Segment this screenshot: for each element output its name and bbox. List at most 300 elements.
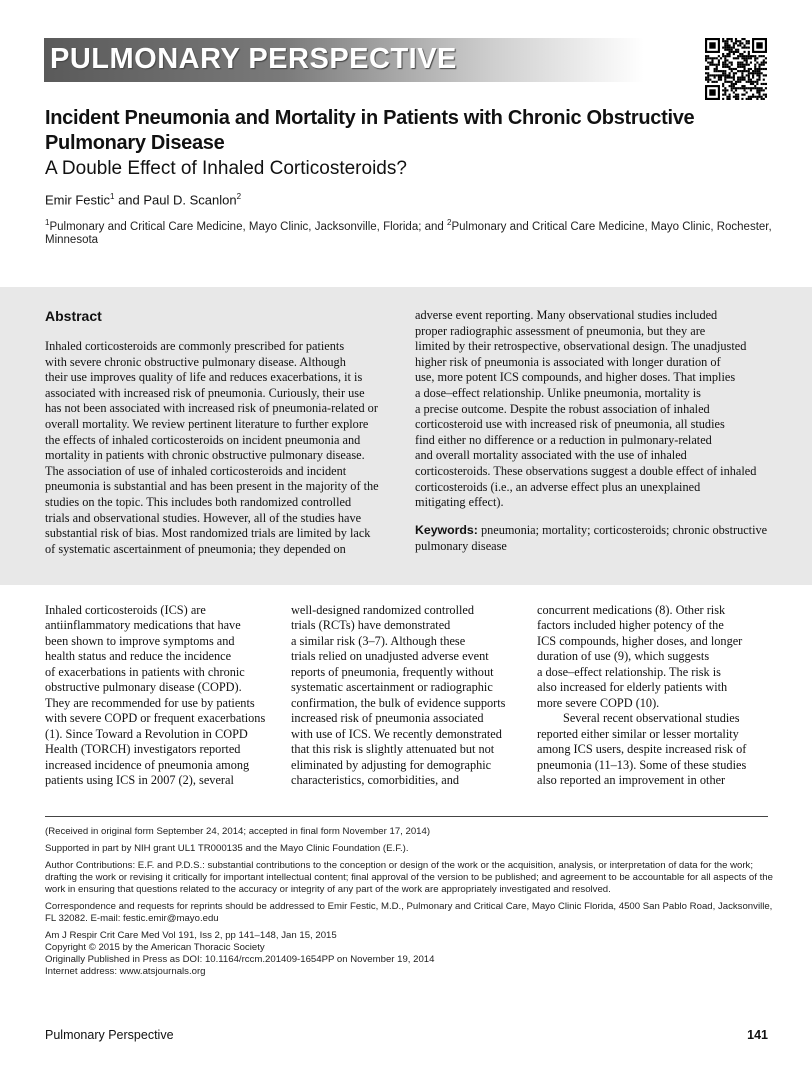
text-line: their use improves quality of life and reduces exacerbations, it is [45, 370, 363, 385]
text-line: pneumonia is substantial and has been present in the majority of the [45, 479, 379, 494]
qr-module [735, 98, 737, 100]
text-line: reports of pneumonia, frequently without [291, 664, 494, 679]
qr-module [739, 40, 741, 42]
qr-module [763, 94, 765, 96]
qr-module [735, 83, 737, 85]
qr-module [741, 57, 743, 59]
qr-module [726, 40, 728, 42]
qr-module [758, 96, 760, 98]
qr-module [709, 64, 711, 66]
qr-module [763, 83, 765, 85]
text-line: trials relied on unadjusted adverse event [291, 649, 489, 664]
qr-module [731, 38, 733, 40]
text-line: obstructive pulmonary disease (COPD). [45, 680, 242, 695]
qr-module [705, 66, 707, 68]
qr-module [761, 62, 763, 64]
qr-module [733, 53, 735, 55]
qr-module [743, 51, 745, 53]
qr-module [735, 72, 737, 74]
qr-module [756, 72, 758, 74]
qr-module [737, 96, 739, 98]
qr-module [752, 81, 754, 83]
qr-module [729, 62, 731, 64]
qr-module [741, 87, 743, 89]
qr-module [746, 81, 748, 83]
qr-module [748, 40, 750, 42]
qr-module [746, 55, 748, 57]
qr-module [733, 74, 735, 76]
text-line: adverse event reporting. Many observational studies included [415, 308, 718, 322]
qr-module [746, 47, 748, 49]
text-line: with severe COPD or frequent exacerbations [45, 711, 266, 726]
qr-module [743, 59, 745, 61]
text-line: increased risk of pneumonia associated [291, 711, 484, 726]
text-line: They are recommended for use by patients [45, 695, 255, 710]
text-line: of systematic ascertainment of pneumonia; they depended on [45, 541, 346, 556]
qr-module [756, 89, 758, 91]
qr-module [735, 38, 737, 40]
qr-module [716, 57, 718, 59]
qr-module [752, 55, 754, 57]
qr-module [720, 74, 722, 76]
qr-module [765, 94, 767, 96]
text-line: among ICS users, despite increased risk of [537, 742, 747, 757]
qr-module [754, 59, 756, 61]
article-subtitle: A Double Effect of Inhaled Corticosteroids? [45, 158, 407, 179]
text-line: with severe chronic obstructive pulmonary disease. Although [45, 354, 346, 369]
text-line: limited by their retrospective, observational design. The unadjusted [415, 339, 747, 354]
qr-module [726, 74, 728, 76]
body-column-3 [537, 603, 746, 788]
qr-module [737, 81, 739, 83]
qr-module [722, 83, 724, 85]
qr-module [722, 38, 724, 40]
qr-module [761, 83, 763, 85]
qr-module [746, 64, 748, 66]
qr-module [739, 64, 741, 66]
qr-module [754, 68, 756, 70]
qr-module [726, 44, 728, 46]
text-line: mortality in patients with chronic obstructive pulmonary disease. [45, 448, 365, 463]
qr-module [716, 66, 718, 68]
qr-module [746, 57, 748, 59]
doi: Originally Published in Press as DOI: 10.1164/rccm.201409-1654PP on November 19, 2014 [45, 954, 435, 965]
affiliation-marker: 2 [447, 218, 452, 227]
footer-section: Pulmonary Perspective [45, 1028, 174, 1042]
text-line: studies on the topic. This includes both randomized controlled [45, 494, 352, 509]
qr-module [761, 87, 763, 89]
qr-module [722, 55, 724, 57]
qr-module [752, 87, 754, 89]
qr-module [724, 70, 726, 72]
qr-module [748, 70, 750, 72]
qr-module [737, 87, 739, 89]
qr-module [707, 68, 709, 70]
qr-module [758, 68, 760, 70]
qr-module [765, 62, 767, 64]
qr-module [733, 57, 735, 59]
qr-module [737, 64, 739, 66]
qr-module [748, 98, 750, 100]
qr-module [729, 81, 731, 83]
text-line: a precise outcome. Despite the robust association of inhaled [415, 401, 710, 416]
qr-module [707, 72, 709, 74]
qr-module [711, 74, 713, 76]
qr-module [761, 72, 763, 74]
qr-module [746, 40, 748, 42]
qr-module [741, 62, 743, 64]
qr-module [737, 57, 739, 59]
qr-module [733, 76, 735, 78]
qr-module [741, 66, 743, 68]
qr-module [726, 42, 728, 44]
text-line: trials (RCTs) have demonstrated [291, 618, 451, 633]
qr-module [729, 51, 731, 53]
qr-module [733, 51, 735, 53]
qr-module [756, 74, 758, 76]
author-list [45, 192, 241, 207]
qr-module [741, 98, 743, 100]
text-line: well-designed randomized controlled [291, 603, 475, 617]
qr-module [729, 49, 731, 51]
qr-module [722, 89, 724, 91]
qr-module [705, 76, 707, 78]
qr-module [741, 94, 743, 96]
qr-module [707, 55, 709, 57]
qr-module [737, 76, 739, 78]
qr-module [750, 96, 752, 98]
qr-module [737, 66, 739, 68]
body-column-2 [291, 603, 505, 788]
qr-module [724, 72, 726, 74]
qr-module [718, 64, 720, 66]
qr-module [722, 62, 724, 64]
qr-module [750, 89, 752, 91]
qr-module [731, 64, 733, 66]
footnotes [45, 826, 773, 978]
qr-module [748, 64, 750, 66]
qr-module [709, 57, 711, 59]
text-line: been shown to improve symptoms and [45, 633, 235, 648]
qr-module [763, 62, 765, 64]
text-line: has not been associated with increased risk of pneumonia-related or [45, 401, 378, 416]
qr-module [724, 66, 726, 68]
text-line: that this risk is slightly attenuated but not [291, 742, 495, 757]
qr-module [739, 55, 741, 57]
text-line: increased incidence of pneumonia among [45, 757, 250, 772]
qr-module [746, 62, 748, 64]
qr-module [729, 47, 731, 49]
qr-module [724, 87, 726, 89]
qr-module [724, 62, 726, 64]
qr-module [739, 42, 741, 44]
text-line: reported either similar or lesser mortality [537, 726, 739, 741]
text-line: of exacerbations in patients with chronic [45, 664, 245, 679]
qr-module [726, 55, 728, 57]
qr-module [729, 53, 731, 55]
qr-module [743, 38, 745, 40]
qr-module [746, 59, 748, 61]
qr-module [756, 81, 758, 83]
qr-module [750, 79, 752, 81]
qr-module [748, 53, 750, 55]
qr-module [722, 94, 724, 96]
qr-module [739, 62, 741, 64]
text-line: pneumonia (11–13). Some of these studies [537, 757, 747, 772]
qr-module [761, 96, 763, 98]
text-line: also reported an improvement in other [537, 772, 726, 787]
qr-module [733, 72, 735, 74]
qr-module [750, 57, 752, 59]
qr-module [752, 96, 754, 98]
qr-module [737, 62, 739, 64]
qr-module [724, 94, 726, 96]
qr-module [752, 76, 754, 78]
text-line: systematic ascertainment or radiographic [291, 680, 493, 695]
qr-module [724, 49, 726, 51]
qr-module [705, 68, 707, 70]
qr-module [746, 70, 748, 72]
qr-module [741, 85, 743, 87]
qr-module [758, 94, 760, 96]
qr-module [754, 96, 756, 98]
qr-module [758, 70, 760, 72]
qr-module [741, 38, 743, 40]
qr-module [741, 64, 743, 66]
qr-module [743, 44, 745, 46]
qr-module [763, 64, 765, 66]
affiliation-marker: 1 [110, 192, 115, 201]
qr-module [718, 76, 720, 78]
qr-module [748, 68, 750, 70]
qr-module [729, 38, 731, 40]
qr-module [735, 87, 737, 89]
qr-module [724, 47, 726, 49]
affiliation-marker: 2 [236, 192, 242, 201]
qr-module [752, 74, 754, 76]
qr-module [739, 79, 741, 81]
qr-module [754, 64, 756, 66]
qr-module [737, 94, 739, 96]
qr-module [731, 70, 733, 72]
text-line: also increased for elderly patients with [537, 680, 728, 695]
qr-module [748, 74, 750, 76]
qr-module [741, 42, 743, 44]
qr-module [748, 51, 750, 53]
qr-module [754, 57, 756, 59]
text-line: characteristics, comorbidities, and [291, 772, 459, 787]
qr-module [741, 55, 743, 57]
qr-module [743, 79, 745, 81]
qr-module [718, 70, 720, 72]
qr-module [705, 79, 707, 81]
qr-module [726, 53, 728, 55]
qr-module [750, 87, 752, 89]
qr-module [743, 66, 745, 68]
qr-module [733, 91, 735, 93]
qr-module [737, 70, 739, 72]
qr-module [733, 44, 735, 46]
qr-module [731, 76, 733, 78]
qr-module [711, 62, 713, 64]
qr-module [743, 64, 745, 66]
qr-module [739, 87, 741, 89]
qr-module [756, 83, 758, 85]
text-line: corticosteroids (i.e., an adverse effect plus an unexplained [415, 479, 701, 494]
qr-module [754, 85, 756, 87]
qr-module [735, 81, 737, 83]
qr-module [756, 42, 762, 48]
qr-module [731, 81, 733, 83]
text-line: Health (TORCH) investigators reported [45, 742, 241, 757]
qr-module [763, 55, 765, 57]
qr-module [743, 47, 745, 49]
qr-module [705, 59, 707, 61]
qr-module [724, 89, 726, 91]
qr-module [746, 42, 748, 44]
qr-module [720, 70, 722, 72]
correspondence: Correspondence and requests for reprints should be addressed to Emir Festic, M.D., Pulmonary and Critical Care, Mayo Clinic Florida, 4500 San Pablo Road, Jacksonville, FL 32082. E-mail: festic.emir@mayo.edu [45, 901, 773, 924]
text-line: a dose–effect relationship. Unlike pneumonia, mortality is [415, 385, 701, 400]
qr-module [707, 62, 709, 64]
qr-module [735, 96, 737, 98]
qr-module [737, 79, 739, 81]
qr-module [705, 55, 707, 57]
qr-module [729, 55, 731, 57]
funding-note: Supported in part by NIH grant UL1 TR000135 and the Mayo Clinic Foundation (E.F.). [45, 843, 409, 854]
qr-module [748, 42, 750, 44]
qr-module [724, 44, 726, 46]
article-title: Incident Pneumonia and Mortality in Patients with Chronic Obstructive Pulmonary Disease [45, 107, 695, 154]
qr-module [746, 87, 748, 89]
qr-module [720, 79, 722, 81]
qr-module [735, 51, 737, 53]
qr-module [722, 66, 724, 68]
qr-module [750, 68, 752, 70]
qr-module [765, 87, 767, 89]
qr-module [758, 87, 760, 89]
text-line: eliminated by adjusting for demographic [291, 757, 492, 772]
qr-module [748, 57, 750, 59]
qr-module [741, 53, 743, 55]
text-line: find either no difference or a reduction in pulmonary-related [415, 432, 712, 447]
abstract-left-column [45, 339, 379, 557]
qr-module [709, 74, 711, 76]
qr-module [737, 49, 739, 51]
qr-module [758, 66, 760, 68]
qr-module [707, 79, 709, 81]
qr-module [709, 79, 711, 81]
qr-module [735, 40, 737, 42]
qr-module [750, 81, 752, 83]
qr-module [748, 76, 750, 78]
qr-module [765, 57, 767, 59]
qr-module [763, 68, 765, 70]
section-label: PULMONARY PERSPECTIVE [50, 43, 457, 75]
page-number: 141 [747, 1028, 768, 1042]
qr-module [729, 76, 731, 78]
qr-module [726, 66, 728, 68]
text-line: proper radiographic assessment of pneumonia, but they are [415, 323, 706, 338]
qr-module [741, 70, 743, 72]
qr-module [748, 96, 750, 98]
qr-module [743, 76, 745, 78]
qr-module [756, 87, 758, 89]
qr-code-icon[interactable] [705, 38, 767, 100]
text-line: Several recent observational studies [563, 711, 740, 726]
qr-module [754, 72, 756, 74]
text-line: factors included higher potency of the [537, 618, 724, 633]
qr-module [758, 74, 760, 76]
qr-module [756, 68, 758, 70]
qr-module [741, 74, 743, 76]
text-line: corticosteroids. These observations suggest a double effect of inhaled [415, 463, 757, 478]
qr-module [754, 55, 756, 57]
qr-module [726, 47, 728, 49]
text-line: Inhaled corticosteroids are commonly prescribed for patients [45, 339, 345, 353]
copyright: Copyright © 2015 by the American Thoracic Society [45, 942, 265, 953]
qr-module [746, 98, 748, 100]
qr-module [750, 83, 752, 85]
qr-module [761, 64, 763, 66]
qr-module [714, 76, 716, 78]
keywords-list: pneumonia; mortality; corticosteroids; chronic obstructive pulmonary disease [415, 523, 768, 553]
text-line: with use of ICS. We recently demonstrated [291, 726, 502, 741]
qr-module [718, 74, 720, 76]
qr-module [765, 68, 767, 70]
qr-module [709, 62, 711, 64]
qr-module [731, 62, 733, 64]
text-line: a similar risk (3–7). Although these [291, 633, 466, 648]
qr-module [748, 55, 750, 57]
qr-module [761, 89, 763, 91]
qr-module [743, 94, 745, 96]
text-line: health status and reduce the incidence [45, 649, 232, 664]
qr-module [711, 81, 713, 83]
qr-module [746, 91, 748, 93]
qr-module [756, 79, 758, 81]
qr-module [754, 70, 756, 72]
qr-module [743, 68, 745, 70]
qr-module [733, 68, 735, 70]
qr-module [743, 70, 745, 72]
qr-module [737, 55, 739, 57]
qr-module [758, 55, 760, 57]
qr-module [761, 98, 763, 100]
qr-module [720, 76, 722, 78]
qr-module [739, 66, 741, 68]
qr-module [714, 57, 716, 59]
qr-module [726, 89, 728, 91]
text-line: ICS compounds, higher doses, and longer [537, 633, 743, 648]
qr-module [761, 68, 763, 70]
qr-module [731, 47, 733, 49]
qr-module [733, 83, 735, 85]
qr-module [765, 83, 767, 85]
qr-module [761, 55, 763, 57]
qr-module [758, 64, 760, 66]
section-banner [44, 38, 644, 82]
received-dates: (Received in original form September 24, 2014; accepted in final form November 17, 2014) [45, 826, 431, 837]
qr-module [756, 91, 758, 93]
qr-module [724, 76, 726, 78]
qr-module [754, 81, 756, 83]
qr-module [729, 85, 731, 87]
text-line: overall mortality. We review pertinent literature to further explore [45, 416, 369, 431]
qr-module [724, 57, 726, 59]
text-line: trials and observational studies. However, all of the studies have [45, 510, 362, 525]
qr-module [724, 64, 726, 66]
